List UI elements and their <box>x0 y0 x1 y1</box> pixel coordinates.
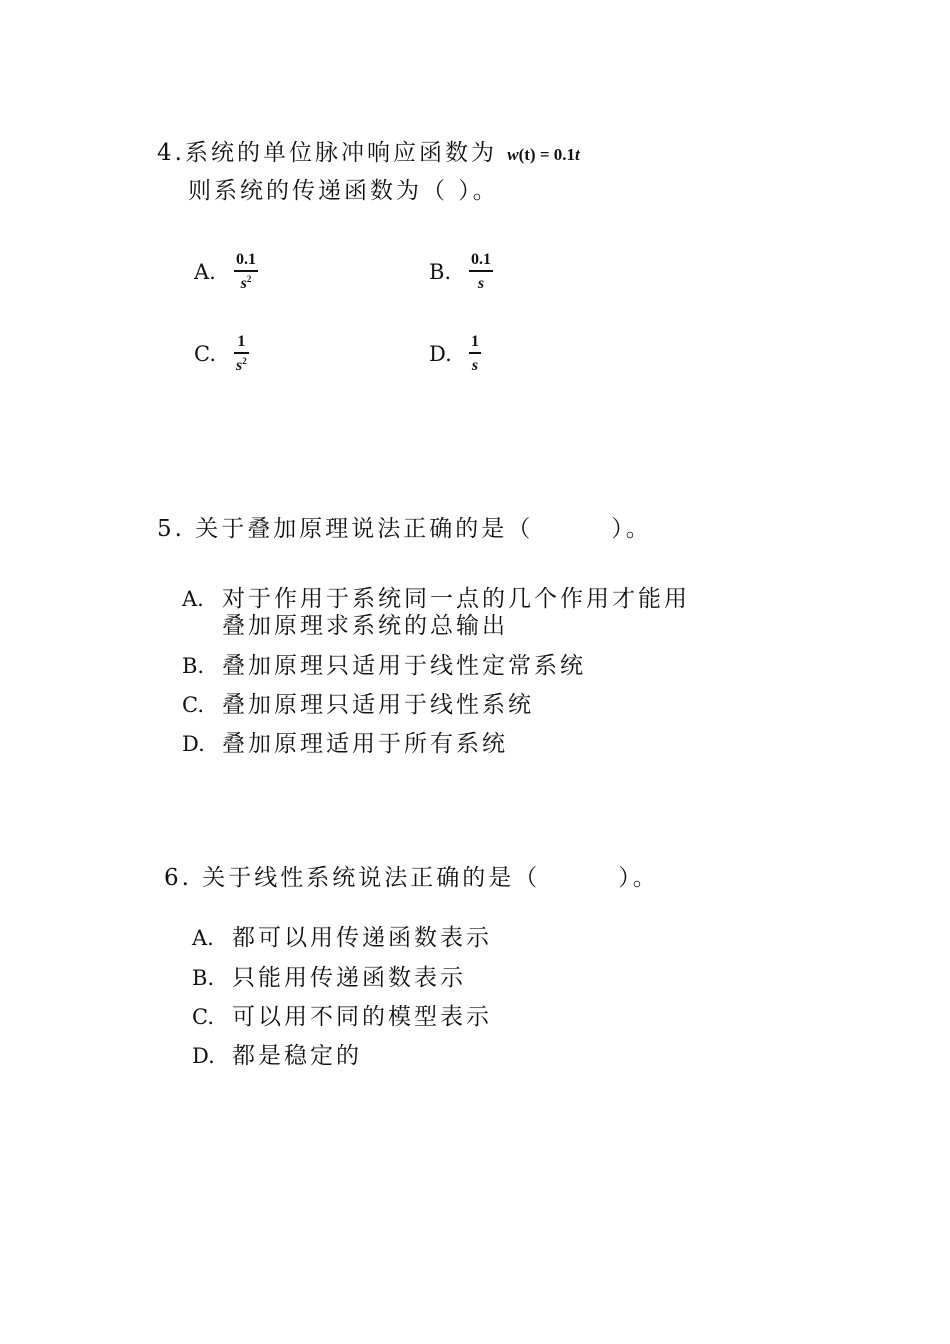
q6-option-c-letter: C. <box>192 1005 214 1029</box>
q6-option-b[interactable] <box>192 967 466 990</box>
q4-option-d-letter: D. <box>429 341 452 366</box>
q4-option-d-fraction: $\frac{1}{s}$ <box>471 333 479 374</box>
q5-option-d-text: 叠加原理适用于所有系统 <box>222 731 508 757</box>
q4-option-a[interactable] <box>194 252 258 292</box>
question-4-number: 4. <box>157 140 185 166</box>
q4-option-c-fraction: $\frac{1}{s^2}$ <box>236 333 247 374</box>
q4-option-d[interactable] <box>429 334 481 374</box>
q6-option-d-text: 都是稳定的 <box>232 1043 362 1069</box>
question-6-stem: 6. 关于线性系统说法正确的是（ ）。 <box>164 865 659 891</box>
q4-option-b-fraction: $\frac{0.1}{s}$ <box>471 251 491 292</box>
q4-option-b-letter: B. <box>429 259 452 284</box>
question-4-stem-line2: 则系统的传递函数为（ ）。 <box>188 178 499 204</box>
q4-option-c[interactable] <box>194 334 249 374</box>
q5-option-c-letter: C. <box>182 693 204 717</box>
q5-option-a[interactable] <box>182 588 690 611</box>
q5-option-a-text-line1: 对于作用于系统同一点的几个作用才能用 <box>222 586 690 612</box>
q6-option-d[interactable] <box>192 1045 362 1068</box>
q6-option-c-text: 可以用不同的模型表示 <box>232 1004 492 1030</box>
q5-option-a-text-line2: 叠加原理求系统的总输出 <box>222 613 508 639</box>
q4-option-c-letter: C. <box>194 341 216 366</box>
q5-option-d[interactable] <box>182 733 508 756</box>
q6-option-b-text: 只能用传递函数表示 <box>232 965 466 991</box>
q6-option-b-letter: B. <box>192 966 215 990</box>
q6-option-c[interactable] <box>192 1006 492 1029</box>
question-4-stem-text: 系统的单位脉冲响应函数为 <box>184 140 497 166</box>
q4-option-a-fraction: $\frac{0.1}{s^2}$ <box>236 251 256 292</box>
q6-option-a-text: 都可以用传递函数表示 <box>232 925 492 951</box>
q5-option-a-letter: A. <box>182 587 204 611</box>
q4-option-b[interactable] <box>429 252 493 292</box>
q4-option-a-letter: A. <box>194 259 216 284</box>
q6-option-d-letter: D. <box>192 1044 215 1068</box>
q6-option-a-letter: A. <box>192 926 214 950</box>
impulse-response-formula: w(t) = 0.1t <box>507 145 580 164</box>
q5-option-c[interactable] <box>182 694 534 717</box>
q5-option-d-letter: D. <box>182 732 205 756</box>
q5-option-b-letter: B. <box>182 654 205 678</box>
q5-option-b[interactable] <box>182 655 586 678</box>
q5-option-c-text: 叠加原理只适用于线性系统 <box>222 692 534 718</box>
q5-option-b-text: 叠加原理只适用于线性定常系统 <box>222 653 586 679</box>
q6-option-a[interactable] <box>192 927 492 950</box>
question-5-stem: 5. 关于叠加原理说法正确的是（ ）。 <box>157 516 652 542</box>
question-4-stem-line1 <box>157 142 580 165</box>
